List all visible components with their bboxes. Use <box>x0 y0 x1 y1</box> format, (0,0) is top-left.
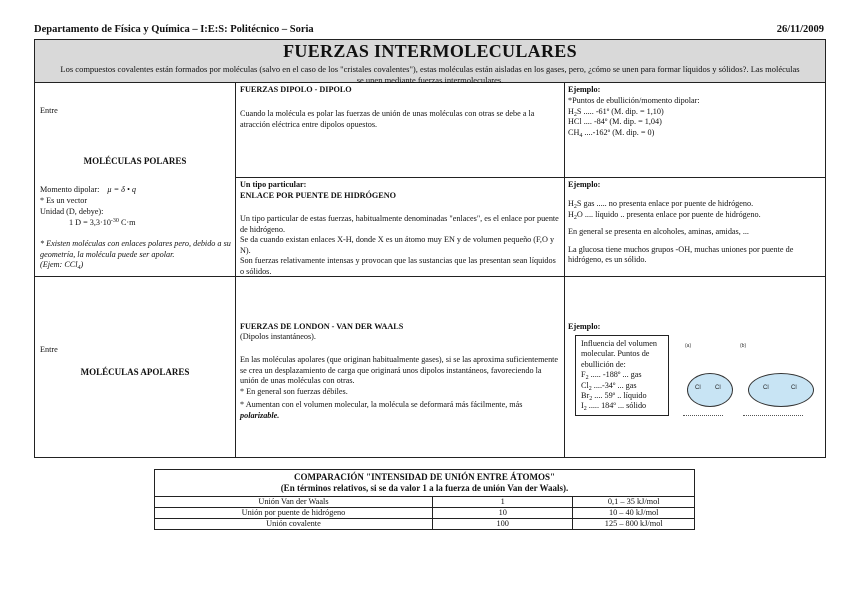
dipole-example-label: Ejemplo: <box>568 85 601 94</box>
comparison-table <box>154 469 695 530</box>
apolar-heading: MOLÉCULAS APOLARES <box>80 367 190 377</box>
table-row: Unión covalente 100 125 – 800 kJ/mol <box>155 519 694 529</box>
london-heading: FUERZAS DE LONDON - VAN DER WAALS <box>240 322 404 331</box>
cl2-molecule-left <box>687 373 733 407</box>
london-subtitle: (Dipolos instantáneos). <box>240 332 316 341</box>
comparison-title: COMPARACIÓN "INTENSIDAD DE UNIÓN ENTRE ÁTOMOS" (En términos relativos, si se da valor 1 a la fuerza de unión Van der Waals). <box>155 470 694 497</box>
dipole-example: *Puntos de ebullición/momento dipolar: $H_2S$ ..... -61º (M. dip. = 1,10) HCl .... -84º (M. dip. = 1,04) $CH_4$ ....-162º (M. dip. = 0) <box>568 96 700 139</box>
vector-note: * Es un vector <box>40 196 88 205</box>
polar-entre: Entre <box>40 106 58 115</box>
london-text: En las moléculas apolares (que originan habitualmente gases), si se las aproxima suficientemente se crea un desplazamiento de carga que originará unos dipolos instantáneos, favoreciendo la unión de unas moléculas con otras. * En general son fuerzas débiles. * Aumentan con el volumen molecular, la molécula se deformará más fácilmente, más polarizable. <box>240 355 559 420</box>
unit-value: 1 $D = 3,3\cdot 10^{-30}$ C·m <box>69 218 136 227</box>
apolar-entre-label: Entre <box>40 345 58 354</box>
boiling-points-box: Influencia del volumen molecular. Puntos de ebullición de: $F_2$ ..... -188º ... gas $Cl_2$ ....-34º ... gas $Br_2$ .... 59º .. líquido $I_2$ ..... 184º ... sólido <box>575 335 669 416</box>
london-example-label: Ejemplo: <box>568 322 601 331</box>
forces-table <box>34 39 826 276</box>
department-header: Departamento de Física y Química – I:E:S: Politécnico – Soria <box>34 24 314 35</box>
dipole-dipole-text: Cuando la molécula es polar las fuerzas de unión de unas moléculas con otras se debe a la atracción eléctrica entre dipolos opuestos. <box>240 109 535 129</box>
table-row: Unión Van der Waals 1 0,1 – 35 kJ/mol <box>155 497 694 508</box>
page-title: FUERZAS INTERMOLECULARES <box>283 41 577 61</box>
apolar-geometry-note: * Existen moléculas con enlaces polares pero, debido a su geometría, la molécula puede ser apolar. (Ejem: CCl$_4$) <box>40 239 231 272</box>
title-bar <box>35 40 825 83</box>
dipole-moment: Momento dipolar: μ = δ • q <box>40 185 136 194</box>
unit-label: Unidad (D, debye): <box>40 207 104 216</box>
polar-heading: MOLÉCULAS POLARES <box>83 156 187 166</box>
table-row: Unión por puente de hidrógeno 10 10 – 40 kJ/mol <box>155 508 694 519</box>
hydrogen-bond-text: Un tipo particular de estas fuerzas, habitualmente denominadas "enlaces", es el enlace por puente de hidrógeno. Se da cuando existan enlaces X-H, donde X es un átomo muy EN y de volumen pequeño (F,O y N). Son fuerzas relativamente intensas y provocan que las sustancias que las presentan sean líquidos o sólidos. <box>240 214 559 276</box>
hydrogen-bond-heading: Un tipo particular: ENLACE POR PUENTE DE HIDRÓGENO <box>240 180 397 200</box>
dipole-dipole-heading: FUERZAS DIPOLO - DIPOLO <box>240 85 352 94</box>
document-date: 26/11/2009 <box>776 24 824 35</box>
hbond-example: $H_2S$ gas ..... no presenta enlace por puente de hidrógeno. $H_2O$ .... líquido .. presenta enlace por puente de hidrógeno. En general se presenta en alcoholes, aminas, amidas, ... La glucosa tiene muchos grupos -OH, muchas uniones por puente de hidrógeno, es un sólido. <box>568 199 794 265</box>
hbond-example-label: Ejemplo: <box>568 180 601 189</box>
row-divider <box>235 177 825 178</box>
cl2-molecule-right <box>748 373 814 407</box>
intro-text: Los compuestos covalentes están formados por moléculas (salvo en el caso de los "cristales covalentes"), estas moléculas están aisladas en los gases, pero, ¿cómo se unen para formar líquidos y sólidos?. Las moléculas se unen mediante fuerzas intermoleculares. <box>60 64 800 85</box>
apolar-row: MOLÉCULAS APOLARES Entre FUERZAS DE LONDON - VAN DER WAALS (Dipolos instantáneos). En las moléculas apolares (que originan habitualmente gases), si se las aproxima suficientemente se crea un desplazamiento de carga que originará unos dipolos instantáneos, favoreciendo la unión de unas moléculas con otras. * En general son fuerzas débiles. * Aumentan con el volumen molecular, la molécula se deformará más fácilmente, más polarizable. Ejemplo: Influencia del volumen molecular. Puntos de ebullición de: $F_2$ ..... -188º ... gas $Cl_2$ ....-34º ... gas $Br_2$ .... 59º .. líquido $I_2$ ..... 184º ... sólido (a) (b) Cl Cl Cl Cl <box>34 275 826 458</box>
